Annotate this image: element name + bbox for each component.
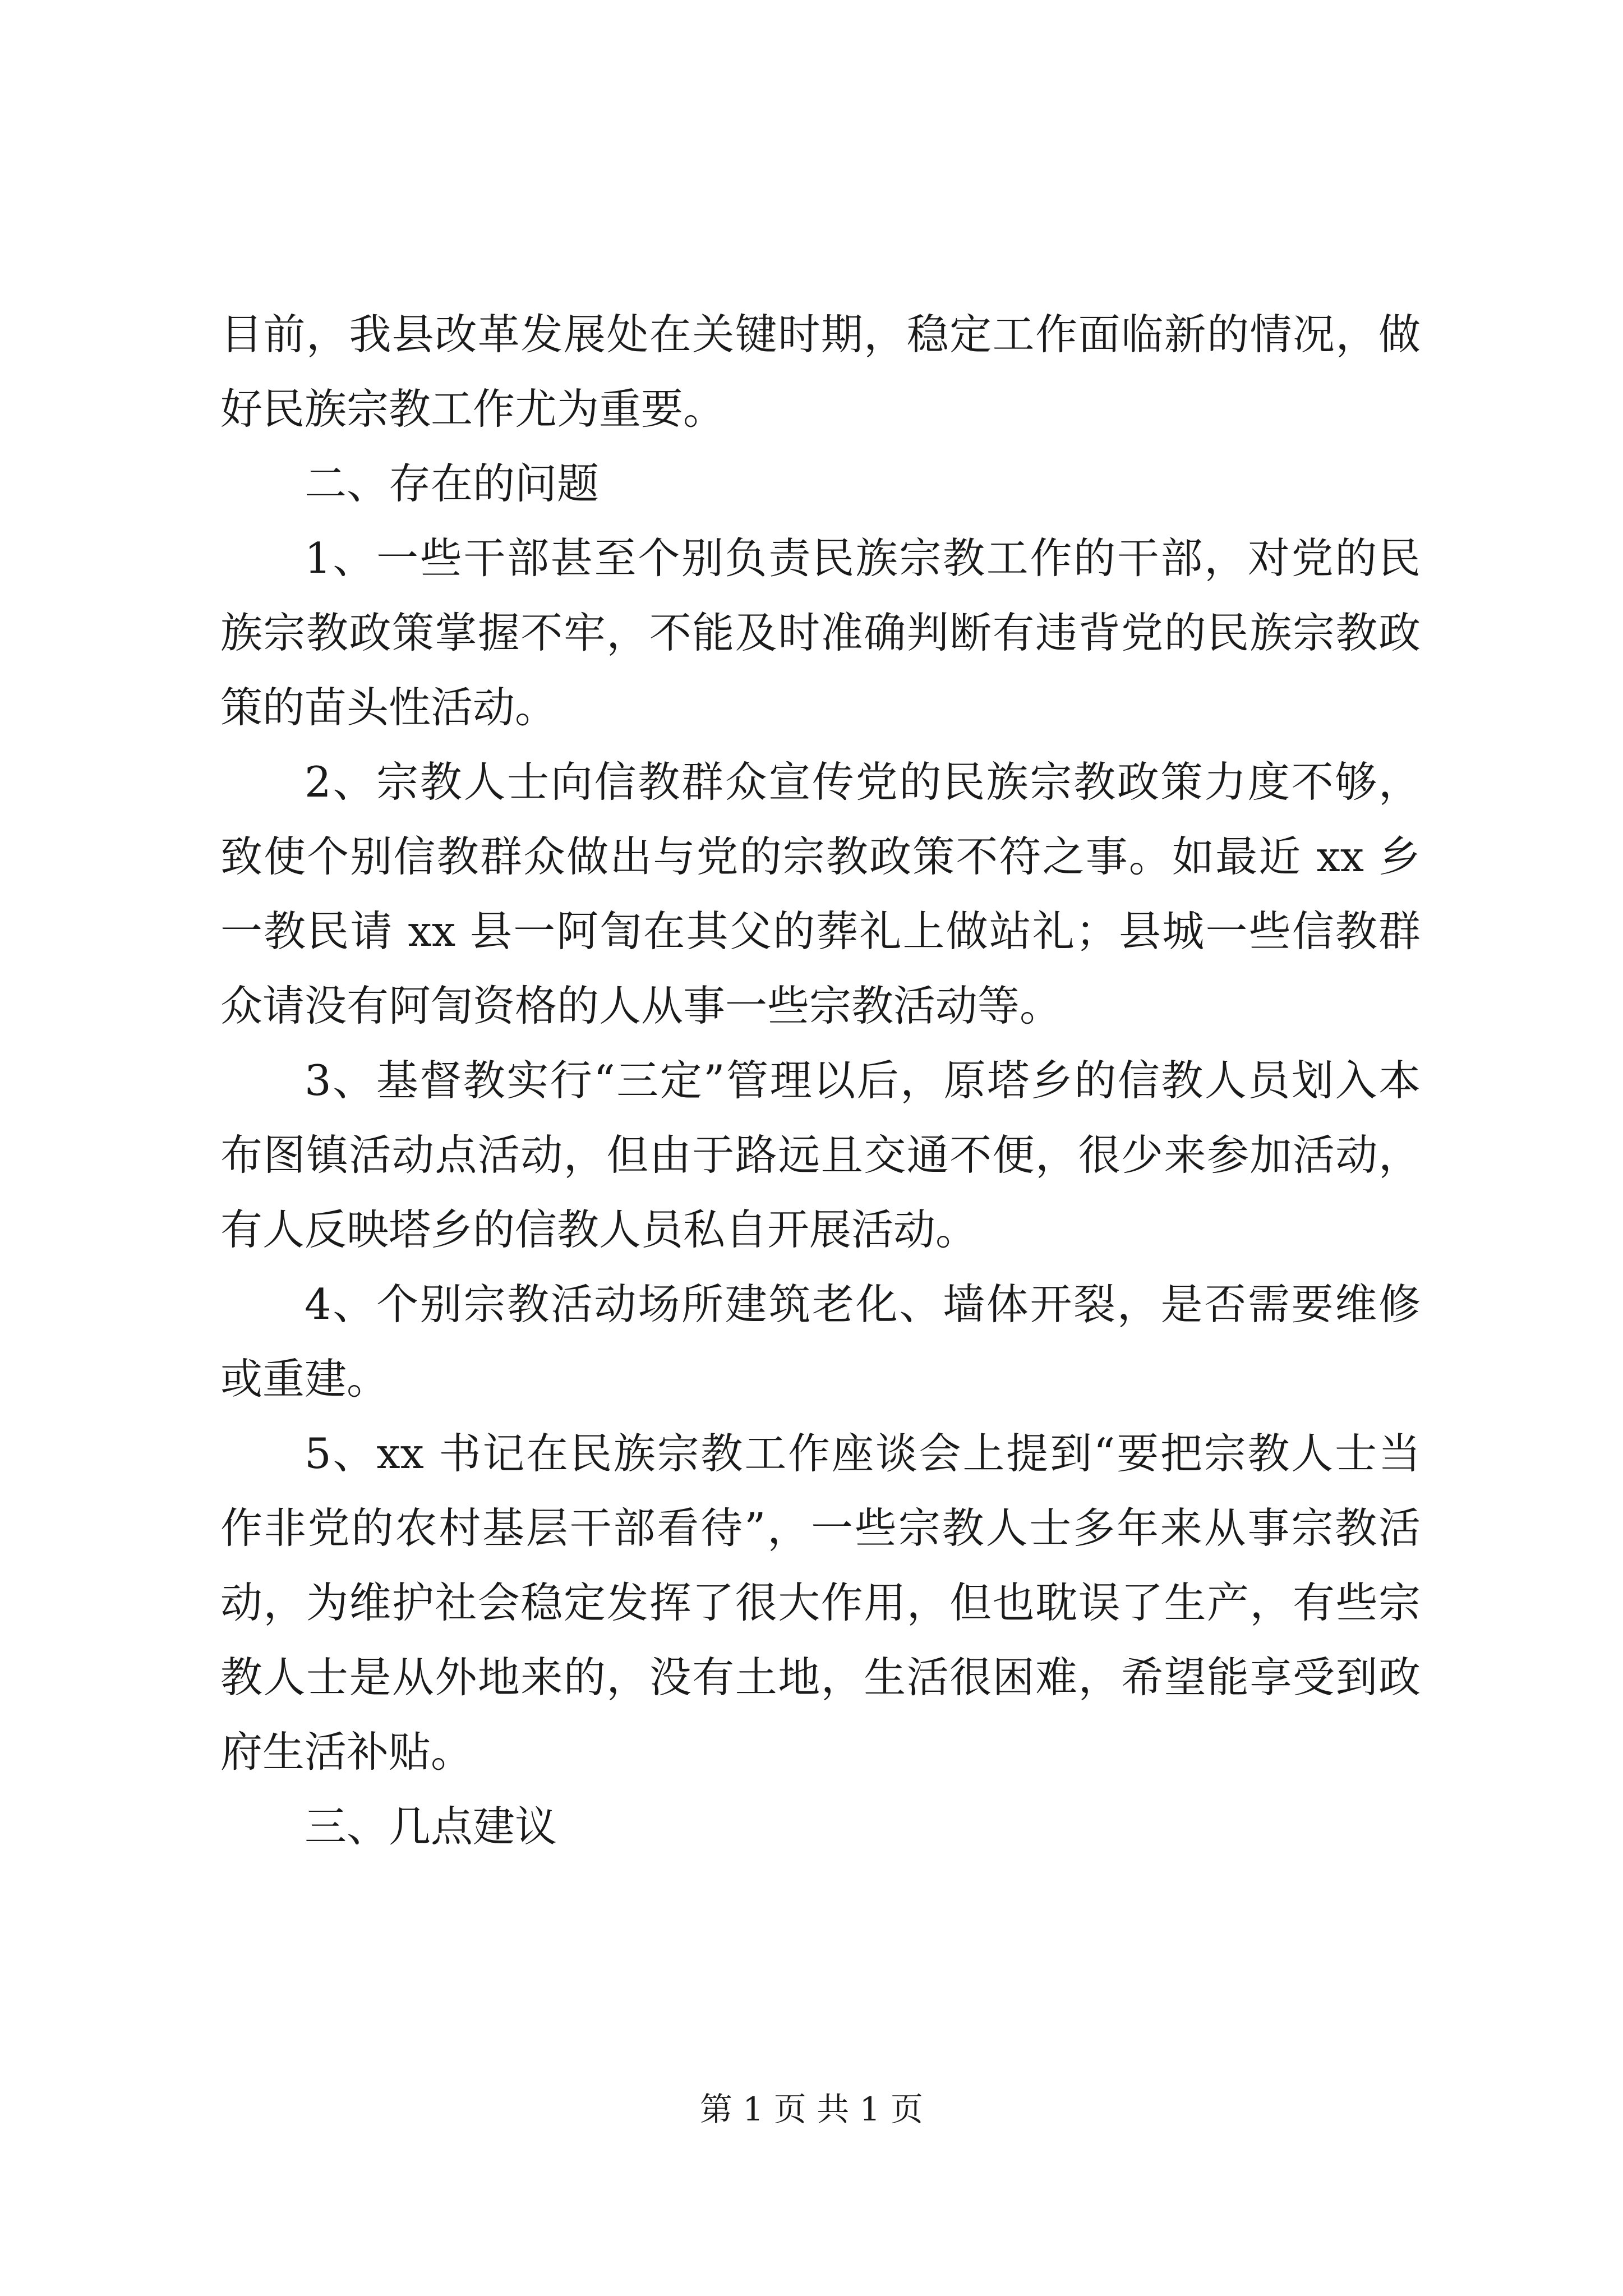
document-body	[220, 297, 1421, 1864]
paragraph-problem-3: 3、基督教实行“三定”管理以后，原塔乡的信教人员划入本布图镇活动点活动，但由于路远且交通不便，很少来参加活动，有人反映塔乡的信教人员私自开展活动。	[220, 1056, 1421, 1254]
section-heading-problems: 二、存在的问题	[305, 459, 600, 508]
paragraph-problem-4: 4、个别宗教活动场所建筑老化、墙体开裂，是否需要维修或重建。	[220, 1280, 1421, 1404]
page-footer: 第 1 页 共 1 页	[700, 2090, 923, 2128]
section-heading-suggestions: 三、几点建议	[305, 1802, 557, 1851]
paragraph-problem-1: 1、一些干部甚至个别负责民族宗教工作的干部，对党的民族宗教政策掌握不牢，不能及时准确判断有违背党的民族宗教政策的苗头性活动。	[220, 533, 1421, 732]
paragraph-intro: 目前，我县改革发展处在关键时期，稳定工作面临新的情况，做好民族宗教工作尤为重要。	[220, 310, 1421, 434]
paragraph-problem-5: 5、xx 书记在民族宗教工作座谈会上提到“要把宗教人士当作非党的农村基层干部看待”，一些宗教人士多年来从事宗教活动，为维护社会稳定发挥了很大作用，但也耽误了生产，有些宗教人士是从外地来的，没有土地，生活很困难，希望能享受到政府生活补贴。	[220, 1429, 1421, 1777]
paragraph-problem-2: 2、宗教人士向信教群众宣传党的民族宗教政策力度不够，致使个别信教群众做出与党的宗教政策不符之事。如最近 xx 乡一教民请 xx 县一阿訇在其父的葬礼上做站礼；县城一些信教群众请没有阿訇资格的人从事一些宗教活动等。	[220, 757, 1421, 1030]
